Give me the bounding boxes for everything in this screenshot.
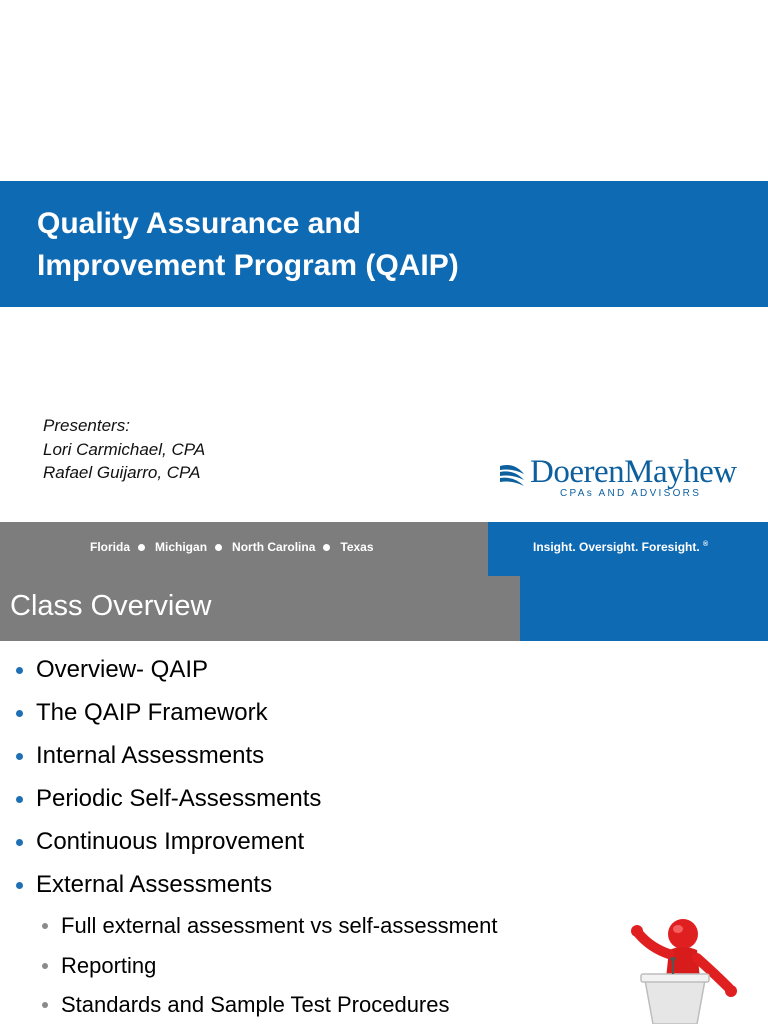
logo-wordmark: DoerenMayhew (530, 454, 737, 490)
presenter-name: Rafael Guijarro, CPA (43, 463, 201, 482)
doeren-mayhew-logo (498, 456, 762, 504)
registered-mark: ® (703, 541, 709, 548)
state-name: North Carolina (232, 540, 316, 554)
presenters-block (43, 414, 205, 485)
bullet-dot-icon (215, 544, 222, 551)
list-item: External Assessments (0, 863, 600, 906)
bullet-dot-icon (323, 544, 330, 551)
section-title: Class Overview (10, 590, 212, 622)
presenters-label: Presenters: (43, 416, 130, 435)
slide-title-line-2: Improvement Program (QAIP) (37, 249, 459, 282)
sub-list-item: Full external assessment vs self-assessment (0, 906, 600, 946)
list-item: Periodic Self-Assessments (0, 777, 600, 820)
presenter-name: Lori Carmichael, CPA (43, 439, 206, 459)
list-item: The QAIP Framework (0, 691, 600, 734)
overview-bullet-list (0, 648, 600, 1025)
speaker-at-podium-icon (625, 918, 745, 1024)
state-name: Texas (340, 540, 374, 554)
tagline-text: Insight. Oversight. Foresight. (533, 540, 700, 554)
sub-list-item: Standards and Sample Test Procedures (0, 985, 600, 1025)
states-list (90, 540, 374, 554)
logo-subtitle: CPAs AND ADVISORS (560, 488, 702, 499)
list-item: Internal Assessments (0, 734, 600, 777)
list-item: Continuous Improvement (0, 820, 600, 863)
sub-list-item: Reporting (0, 946, 600, 986)
slide-title-line-1: Quality Assurance and (37, 207, 361, 240)
state-name: Florida (90, 540, 131, 554)
slide-title (37, 203, 637, 287)
bullet-dot-icon (138, 544, 145, 551)
state-name: Michigan (155, 540, 208, 554)
swoosh-logo-icon (498, 460, 528, 490)
list-item: Overview- QAIP (0, 648, 600, 691)
tagline (533, 540, 708, 554)
